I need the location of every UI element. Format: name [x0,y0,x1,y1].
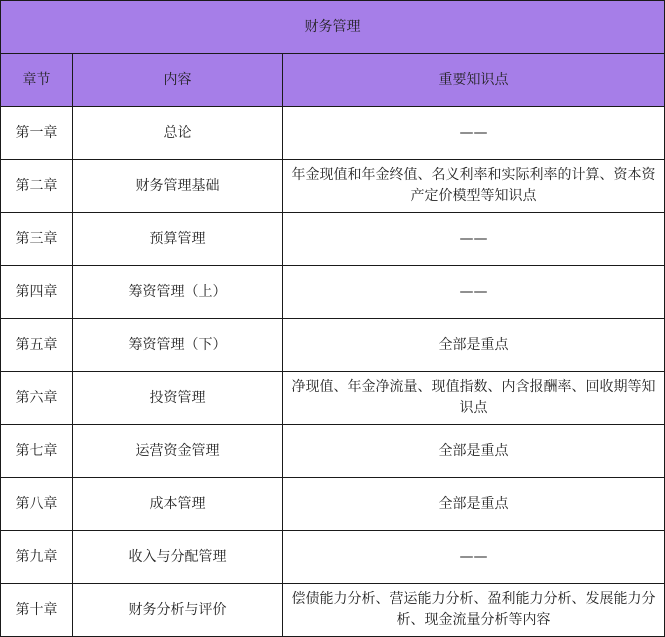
content-cell: 财务分析与评价 [73,584,283,637]
chapter-cell: 第一章 [1,107,73,160]
chapter-cell: 第十章 [1,584,73,637]
key-points-cell: 全部是重点 [283,478,665,531]
content-cell: 总论 [73,107,283,160]
table-row [1,584,665,637]
content-cell: 预算管理 [73,213,283,266]
header-content: 内容 [73,54,283,107]
table-row [1,478,665,531]
header-chapter: 章节 [1,54,73,107]
content-cell: 财务管理基础 [73,160,283,213]
header-key-points: 重要知识点 [283,54,665,107]
key-points-cell: 净现值、年金净流量、现值指数、内含报酬率、回收期等知识点 [283,372,665,425]
chapter-cell: 第三章 [1,213,73,266]
key-points-cell: —— [283,266,665,319]
chapter-cell: 第九章 [1,531,73,584]
table-row [1,160,665,213]
key-points-cell: —— [283,531,665,584]
table-header-row [1,54,665,107]
chapter-cell: 第四章 [1,266,73,319]
key-points-cell: 全部是重点 [283,319,665,372]
key-points-cell: 偿债能力分析、营运能力分析、盈利能力分析、发展能力分析、现金流量分析等内容 [283,584,665,637]
chapter-cell: 第二章 [1,160,73,213]
chapter-cell: 第八章 [1,478,73,531]
table-title-row [1,1,665,54]
content-cell: 投资管理 [73,372,283,425]
table-row [1,213,665,266]
content-cell: 筹资管理（下） [73,319,283,372]
key-points-cell: —— [283,213,665,266]
chapter-cell: 第六章 [1,372,73,425]
table-title: 财务管理 [1,1,665,54]
content-cell: 筹资管理（上） [73,266,283,319]
table-row [1,531,665,584]
table-row [1,266,665,319]
chapter-cell: 第五章 [1,319,73,372]
table-row [1,425,665,478]
key-points-cell: 全部是重点 [283,425,665,478]
content-cell: 运营资金管理 [73,425,283,478]
key-points-cell: 年金现值和年金终值、名义利率和实际利率的计算、资本资产定价模型等知识点 [283,160,665,213]
content-cell: 收入与分配管理 [73,531,283,584]
table-row [1,107,665,160]
table-row [1,319,665,372]
key-points-cell: —— [283,107,665,160]
table-row [1,372,665,425]
chapter-cell: 第七章 [1,425,73,478]
content-cell: 成本管理 [73,478,283,531]
